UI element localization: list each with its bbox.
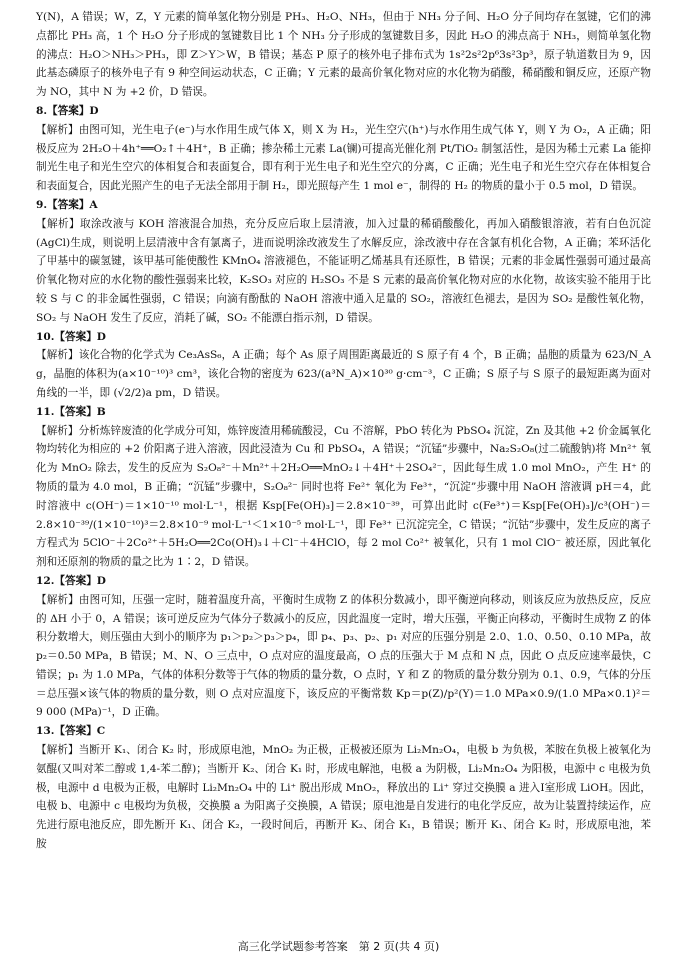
answer-line: 13.【答案】C xyxy=(36,725,106,738)
answer-line: 10.【答案】D xyxy=(36,330,106,343)
answer-line: 9.【答案】A xyxy=(36,198,98,211)
document-body xyxy=(36,8,651,854)
explanation-paragraph: 【解析】当断开 K₁、闭合 K₂ 时，形成原电池，MnO₂ 为正极，正极被还原为 Li₂Mn₂O₄，电极 b 为负极，苯胺在负极上被氧化为氨醌(又叫对苯二醇或 1,4-苯二醇)；当断开 K₂、闭合 K₁ 时，形成电解池，电极 a 为阴极，Li₂Mn₂O₄ 为阳极，电源中 c 电极为负极，电源中 d 电极为正极，电解时 Li₂Mn₂O₄ 中的 Li⁺ 脱出形成 MnO₂，释放出的 Li⁺ 穿过交换膜 a 进入Ⅰ室形成 LiOH。因此，电极 b、电源中 c 电极均为负极，交换膜 a 为阳离子交换膜，A 错误；原电池是自发进行的电化学反应，故为让装置持续运作，应先进行原电池反应，即先断开 K₁、闭合 K₂，一段时间后，再断开 K₂、闭合 K₁，B 错误；断开 K₁、闭合 K₂ 时，形成原电池，苯胺 xyxy=(36,744,651,851)
answer-line: 8.【答案】D xyxy=(36,104,99,117)
answer-line: 12.【答案】D xyxy=(36,574,106,587)
page-footer: 高三化学试题参考答案 第 2 页(共 4 页) xyxy=(237,940,440,953)
explanation-paragraph: 【解析】由图可知，光生电子(e⁻)与水作用生成气体 X，则 X 为 H₂，光生空穴(h⁺)与水作用生成气体 Y，则 Y 为 O₂，A 正确；阳极反应为 2H₂O＋4h⁺══O₂↑＋4H⁺，B 正确；掺杂稀土元素 La(镧)可提高光催化剂 Pt/TiO₂ 制氢活性，是因为稀土元素 La 能抑制光生电子和光生空穴的体相复合和表面复合，即有利于光生电子和光生空穴的分离，C 正确；光生电子和光生空穴存在体相复合和表面复合，因此光照产生的电子无法全部用于制 H₂，即光照每产生 1 mol e⁻，制得的 H₂ 的物质的量小于 0.5 mol，D 错误。 xyxy=(36,123,651,193)
explanation-paragraph: Y(N)，A 错误；W，Z，Y 元素的简单氢化物分别是 PH₃、H₂O、NH₃，但由于 NH₃ 分子间、H₂O 分子间均存在氢键，它们的沸点都比 PH₃ 高，1 个 H₂O 分子形成的氢键数目比 1 个 NH₃ 分子形成的氢键数目多，因此 H₂O 的沸点高于 NH₃，则简单氢化物的沸点：H₂O＞NH₃＞PH₃，即 Z＞Y＞W，B 错误；基态 P 原子的核外电子排布式为 1s²2s²2p⁶3s²3p³，原子轨道数目为 9，因此基态磷原子的核外电子有 9 种空间运动状态，C 正确；Y 元素的最高价氧化物对应的水化物为硝酸，稀硝酸和铜反应，还原产物为 NO，其中 N 为 +2 价，D 错误。 xyxy=(36,11,651,99)
explanation-paragraph: 【解析】取涂改液与 KOH 溶液混合加热，充分反应后取上层清液，加入过量的稀硝酸酸化，再加入硝酸银溶液，若有白色沉淀(AgCl)生成，则说明上层清液中含有氯离子，进而说明涂改液发生了水解反应，涂改液中存在含氯有机化合物，A 正确；苯环活化了甲基中的碳氢键，该甲基可能使酸性 KMnO₄ 溶液褪色，不能证明乙烯基具有还原性，B 错误；元素的非金属性强弱可通过最高价氧化物对应的水化物的酸性强弱来比较，K₂SO₃ 对应的 H₂SO₃ 不是 S 元素的最高价氧化物对应的水化物，故该实验不能用于比较 S 与 C 的非金属性强弱，C 错误；向滴有酚酞的 NaOH 溶液中通入足量的 SO₂，溶液红色褪去，是因为 SO₂ 是酸性氧化物，SO₂ 与 NaOH 发生了反应，消耗了碱，SO₂ 不能漂白指示剂，D 错误。 xyxy=(36,217,651,324)
explanation-paragraph: 【解析】由图可知，压强一定时，随着温度升高，平衡时生成物 Z 的体积分数减小，即平衡逆向移动，则该反应为放热反应，反应的 ΔH 小于 0，A 错误；该可逆反应为气体分子数减小的反应，因此温度一定时，增大压强，平衡正向移动，平衡时生成物 Z 的体积分数增大，则压强由大到小的顺序为 p₁＞p₂＞p₃＞p₄，即 p₄、p₃、p₂、p₁ 对应的压强分别是 2.0、1.0、0.50、0.10 MPa，故 p₂＝0.50 MPa，B 错误；M、N、O 三点中，O 点对应的温度最高，O 点的压强大于 M 点和 N 点，因此 O 点反应速率最快，C 错误；p₁ 为 1.0 MPa，气体的体积分数等于气体的物质的量分数，O 点时，Y 和 Z 的物质的量分数分别为 0.1、0.9，气体的分压＝总压强×该气体的物质的量分数，则 O 点对应温度下，该反应的平衡常数 Kp＝p(Z)/p²(Y)＝1.0 MPa×0.9/(1.0 MPa×0.1)²＝9 000 (MPa)⁻¹，D 正确。 xyxy=(36,593,651,719)
explanation-paragraph: 【解析】分析炼锌废渣的化学成分可知，炼锌废渣用稀硫酸浸，Cu 不溶解，PbO 转化为 PbSO₄ 沉淀，Zn 及其他 +2 价金属氧化物均转化为相应的 +2 价阳离子进入溶液，因此浸渣为 Cu 和 PbSO₄，A 错误；“沉锰”步骤中，Na₂S₂O₈(过二硫酸钠)将 Mn²⁺ 氧化为 MnO₂ 除去，发生的反应为 S₂O₈²⁻＋Mn²⁺＋2H₂O══MnO₂↓＋4H⁺＋2SO₄²⁻，因此每生成 1.0 mol MnO₂，产生 H⁺ 的物质的量为 4.0 mol，B 正确；“沉锰”步骤中，S₂O₈²⁻ 同时也将 Fe²⁺ 氧化为 Fe³⁺，“沉淀”步骤中用 NaOH 溶液调 pH＝4，此时溶液中 c(OH⁻)＝1×10⁻¹⁰ mol·L⁻¹，根据 Ksp[Fe(OH)₃]＝2.8×10⁻³⁹，可算出此时 c(Fe³⁺)＝Ksp[Fe(OH)₃]/c³(OH⁻)＝2.8×10⁻³⁹/(1×10⁻¹⁰)³＝2.8×10⁻⁹ mol·L⁻¹＜1×10⁻⁵ mol·L⁻¹，即 Fe³⁺ 已沉淀完全，C 错误；“沉钴”步骤中，发生反应的离子方程式为 5ClO⁻＋2Co²⁺＋5H₂O══2Co(OH)₃↓＋Cl⁻＋4HClO，每 2 mol Co²⁺ 被氧化，只有 1 mol ClO⁻ 被还原，因此氧化剂和还原剂的物质的量之比为 1∶2，D 错误。 xyxy=(36,424,651,569)
explanation-paragraph: 【解析】该化合物的化学式为 Ce₃AsS₆，A 正确；每个 As 原子周围距离最近的 S 原子有 4 个，B 正确；晶胞的质量为 623/N_A g，晶胞的体积为(a×10⁻¹⁰)³ cm³，该化合物的密度为 623/(a³N_A)×10³⁰ g·cm⁻³，C 正确；S 原子与 S 原子的最短距离为面对角线的一半，即 (√2/2)a pm，D 错误。 xyxy=(36,349,651,399)
answer-line: 11.【答案】B xyxy=(36,405,106,418)
